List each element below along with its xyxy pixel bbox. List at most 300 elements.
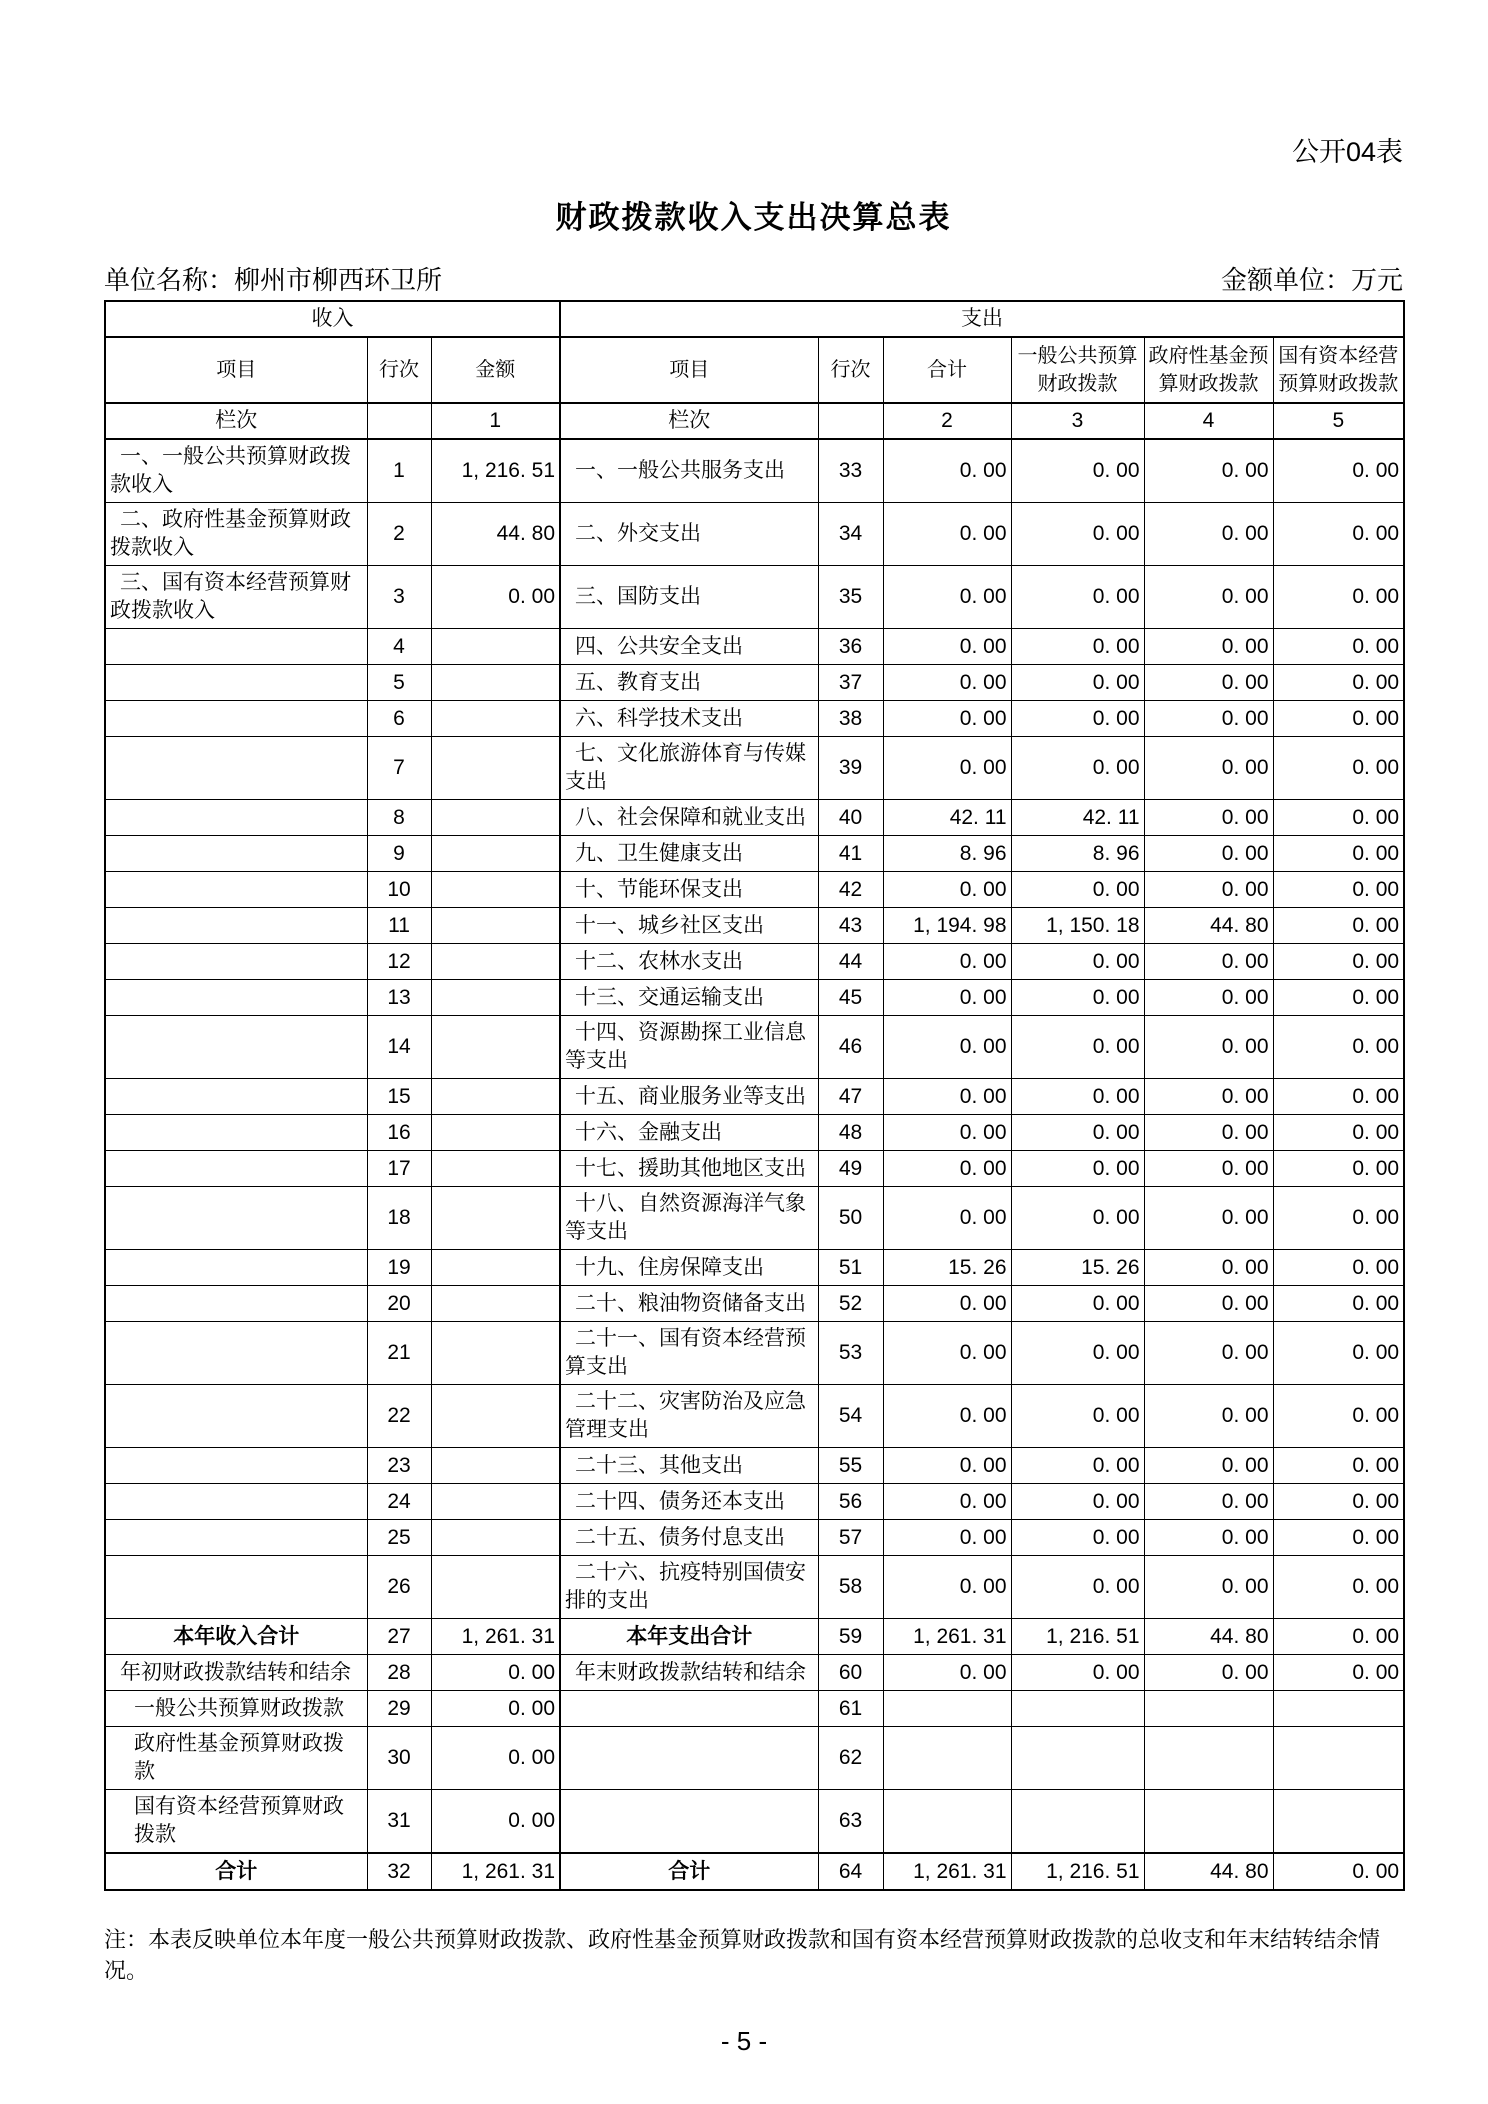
- expense-item-cell: 七、文化旅游体育与传媒支出: [560, 737, 818, 800]
- expense-line-no-cell: 48: [818, 1115, 883, 1151]
- expense-line-no-cell: 34: [818, 503, 883, 566]
- expense-general-budget-cell: 8. 96: [1011, 836, 1144, 872]
- expense-total-cell: 8. 96: [883, 836, 1011, 872]
- expense-line-no-cell: 43: [818, 908, 883, 944]
- expense-state-capital-cell: 0. 00: [1273, 665, 1404, 701]
- expense-item-cell: 十一、城乡社区支出: [560, 908, 818, 944]
- income-line-no-cell: 14: [367, 1016, 431, 1079]
- income-amount-cell: [431, 737, 560, 800]
- income-amount-cell: [431, 1484, 560, 1520]
- expense-line-no-cell: 63: [818, 1790, 883, 1854]
- expense-item-cell: 十九、住房保障支出: [560, 1250, 818, 1286]
- expense-general-budget-cell: 0. 00: [1011, 1187, 1144, 1250]
- expense-gov-fund-cell: 0. 00: [1144, 1250, 1273, 1286]
- table-row: [105, 1484, 1404, 1520]
- expense-general-budget-cell: 0. 00: [1011, 1079, 1144, 1115]
- income-item-cell: 二、政府性基金预算财政拨款收入: [105, 503, 367, 566]
- expense-total-cell: 0. 00: [883, 1187, 1011, 1250]
- expense-item-cell: 二十三、其他支出: [560, 1448, 818, 1484]
- expense-line-no-cell: 52: [818, 1286, 883, 1322]
- income-line-no-cell: 5: [367, 665, 431, 701]
- expense-gov-fund-cell: 0. 00: [1144, 1520, 1273, 1556]
- expense-line-no-cell: 33: [818, 439, 883, 503]
- income-line-no-header: 行次: [367, 337, 431, 403]
- expense-total-cell: 0. 00: [883, 1115, 1011, 1151]
- income-line-no-cell: 30: [367, 1727, 431, 1790]
- income-item-cell: [105, 1322, 367, 1385]
- income-item-cell: [105, 1556, 367, 1619]
- expense-total-cell: 0. 00: [883, 737, 1011, 800]
- expense-item-cell: 十五、商业服务业等支出: [560, 1079, 818, 1115]
- income-amount-cell: [431, 1322, 560, 1385]
- income-line-no-cell: 23: [367, 1448, 431, 1484]
- expense-line-no-cell: 57: [818, 1520, 883, 1556]
- income-amount-cell: [431, 872, 560, 908]
- income-item-cell: [105, 980, 367, 1016]
- income-line-no-cell: 15: [367, 1079, 431, 1115]
- expense-state-capital-cell: 0. 00: [1273, 872, 1404, 908]
- table-row: [105, 1322, 1404, 1385]
- expense-gov-fund-cell: 0. 00: [1144, 1556, 1273, 1619]
- income-line-no-cell: 10: [367, 872, 431, 908]
- expense-item-cell: 二十二、灾害防治及应急管理支出: [560, 1385, 818, 1448]
- expense-state-capital-cell: 0. 00: [1273, 1250, 1404, 1286]
- expense-state-capital-cell: 0. 00: [1273, 1853, 1404, 1890]
- table-row: [105, 665, 1404, 701]
- expense-general-budget-cell: 42. 11: [1011, 800, 1144, 836]
- column-index-row: [105, 403, 1404, 439]
- expense-total-cell: 0. 00: [883, 1448, 1011, 1484]
- expense-state-capital-cell: 0. 00: [1273, 1187, 1404, 1250]
- expense-general-budget-cell: 0. 00: [1011, 872, 1144, 908]
- page-title: 财政拨款收入支出决算总表: [555, 200, 952, 235]
- table-row: [105, 800, 1404, 836]
- expense-state-capital-cell: 0. 00: [1273, 1286, 1404, 1322]
- expense-general-budget-cell: 0. 00: [1011, 1151, 1144, 1187]
- expense-state-capital-cell: 0. 00: [1273, 800, 1404, 836]
- table-row: [105, 1385, 1404, 1448]
- expense-item-cell: 十八、自然资源海洋气象等支出: [560, 1187, 818, 1250]
- income-amount-cell: 0. 00: [431, 1691, 560, 1727]
- income-item-cell: [105, 908, 367, 944]
- expense-gov-fund-cell: 0. 00: [1144, 701, 1273, 737]
- income-item-cell: 国有资本经营预算财政拨款: [105, 1790, 367, 1854]
- expense-total-cell: 1, 261. 31: [883, 1853, 1011, 1890]
- income-amount-cell: 1, 261. 31: [431, 1619, 560, 1655]
- expense-line-no-cell: 36: [818, 629, 883, 665]
- expense-state-capital-cell: 0. 00: [1273, 1115, 1404, 1151]
- expense-item-cell: 十三、交通运输支出: [560, 980, 818, 1016]
- expense-gov-fund-cell: 44. 80: [1144, 908, 1273, 944]
- expense-general-budget-cell: 1, 150. 18: [1011, 908, 1144, 944]
- expense-gov-fund-cell: 0. 00: [1144, 566, 1273, 629]
- expense-gov-fund-cell: 44. 80: [1144, 1619, 1273, 1655]
- income-amount-cell: [431, 701, 560, 737]
- expense-total-cell: 0. 00: [883, 665, 1011, 701]
- income-item-cell: [105, 1484, 367, 1520]
- income-line-no-cell: 6: [367, 701, 431, 737]
- expense-total-cell: 15. 26: [883, 1250, 1011, 1286]
- expense-general-budget-cell: 0. 00: [1011, 629, 1144, 665]
- column-num-2: 2: [883, 403, 1011, 439]
- income-item-cell: [105, 629, 367, 665]
- income-line-no-cell: 25: [367, 1520, 431, 1556]
- income-amount-cell: [431, 980, 560, 1016]
- table-header: [105, 301, 1404, 439]
- expense-item-cell: 十七、援助其他地区支出: [560, 1151, 818, 1187]
- expense-total-cell: 42. 11: [883, 800, 1011, 836]
- expense-total-cell: 0. 00: [883, 1079, 1011, 1115]
- expense-line-no-cell: 58: [818, 1556, 883, 1619]
- expense-line-no-cell: 55: [818, 1448, 883, 1484]
- blank-cell: [367, 403, 431, 439]
- expense-state-capital-cell: 0. 00: [1273, 1385, 1404, 1448]
- expense-item-cell: 年末财政拨款结转和结余: [560, 1655, 818, 1691]
- expense-general-budget-cell: 0. 00: [1011, 566, 1144, 629]
- expense-total-cell: [883, 1691, 1011, 1727]
- expense-total-cell: 0. 00: [883, 872, 1011, 908]
- income-item-cell: [105, 836, 367, 872]
- income-amount-cell: 44. 80: [431, 503, 560, 566]
- expense-gov-fund-cell: [1144, 1727, 1273, 1790]
- income-item-cell: 三、国有资本经营预算财政拨款收入: [105, 566, 367, 629]
- expense-total-cell: 1, 194. 98: [883, 908, 1011, 944]
- income-item-cell: [105, 1448, 367, 1484]
- expense-state-capital-cell: 0. 00: [1273, 1448, 1404, 1484]
- expense-item-cell: [560, 1691, 818, 1727]
- expense-general-budget-cell: 1, 216. 51: [1011, 1853, 1144, 1890]
- table-row: [105, 908, 1404, 944]
- expense-general-budget-cell: [1011, 1727, 1144, 1790]
- expense-gov-fund-cell: 0. 00: [1144, 629, 1273, 665]
- expense-total-cell: 0. 00: [883, 1484, 1011, 1520]
- expense-general-budget-cell: 0. 00: [1011, 665, 1144, 701]
- income-amount-cell: [431, 665, 560, 701]
- expense-item-cell: 四、公共安全支出: [560, 629, 818, 665]
- expense-total-cell: 0. 00: [883, 1520, 1011, 1556]
- income-item-cell: 政府性基金预算财政拨款: [105, 1727, 367, 1790]
- expense-general-budget-cell: 0. 00: [1011, 1448, 1144, 1484]
- expense-general-budget-cell: 0. 00: [1011, 701, 1144, 737]
- table-row: [105, 1556, 1404, 1619]
- expense-item-cell: 二十六、抗疫特别国债安排的支出: [560, 1556, 818, 1619]
- amount-unit: 金额单位：万元: [1220, 265, 1403, 295]
- expense-line-no-cell: 35: [818, 566, 883, 629]
- table-body: [105, 439, 1404, 1890]
- income-amount-cell: [431, 1016, 560, 1079]
- income-amount-header: 金额: [431, 337, 560, 403]
- income-line-no-cell: 17: [367, 1151, 431, 1187]
- expense-item-cell: 二、外交支出: [560, 503, 818, 566]
- expense-total-cell: 0. 00: [883, 629, 1011, 665]
- expense-general-budget-cell: 0. 00: [1011, 737, 1144, 800]
- income-line-no-cell: 19: [367, 1250, 431, 1286]
- expense-gov-fund-cell: 0. 00: [1144, 737, 1273, 800]
- page-number: - 5 -: [720, 2026, 768, 2056]
- expense-gov-fund-cell: 0. 00: [1144, 1655, 1273, 1691]
- column-header-row: [105, 337, 1404, 403]
- expense-line-no-cell: 42: [818, 872, 883, 908]
- expense-general-budget-cell: 0. 00: [1011, 1286, 1144, 1322]
- income-line-no-cell: 16: [367, 1115, 431, 1151]
- expense-total-cell: 0. 00: [883, 566, 1011, 629]
- income-item-cell: [105, 1286, 367, 1322]
- income-amount-cell: [431, 800, 560, 836]
- expense-line-no-cell: 59: [818, 1619, 883, 1655]
- expense-state-capital-cell: 0. 00: [1273, 1655, 1404, 1691]
- income-item-cell: [105, 1115, 367, 1151]
- expense-gov-fund-cell: 0. 00: [1144, 1448, 1273, 1484]
- table-row: [105, 1727, 1404, 1790]
- table-row: [105, 701, 1404, 737]
- footnote: 注：本表反映单位本年度一般公共预算财政拨款、政府性基金预算财政拨款和国有资本经营预算财政拨款的总收支和年末结转结余情况。: [104, 1927, 1381, 1983]
- expense-state-capital-cell: 0. 00: [1273, 629, 1404, 665]
- income-line-no-cell: 29: [367, 1691, 431, 1727]
- expense-line-no-cell: 61: [818, 1691, 883, 1727]
- expense-state-capital-cell: [1273, 1727, 1404, 1790]
- expense-line-no-header: 行次: [818, 337, 883, 403]
- income-line-no-cell: 1: [367, 439, 431, 503]
- expense-line-no-cell: 51: [818, 1250, 883, 1286]
- expense-line-no-cell: 54: [818, 1385, 883, 1448]
- expense-general-budget-cell: 1, 216. 51: [1011, 1619, 1144, 1655]
- expense-line-no-cell: 50: [818, 1187, 883, 1250]
- income-item-cell: 一般公共预算财政拨款: [105, 1691, 367, 1727]
- expense-gov-fund-cell: 0. 00: [1144, 1385, 1273, 1448]
- income-item-cell: [105, 1385, 367, 1448]
- column-num-5: 5: [1273, 403, 1404, 439]
- income-item-cell: [105, 800, 367, 836]
- income-line-no-cell: 21: [367, 1322, 431, 1385]
- expense-state-capital-cell: 0. 00: [1273, 944, 1404, 980]
- income-line-no-cell: 9: [367, 836, 431, 872]
- income-item-cell: [105, 1079, 367, 1115]
- expense-state-capital-cell: 0. 00: [1273, 1484, 1404, 1520]
- table-row: [105, 1079, 1404, 1115]
- table-row: [105, 1187, 1404, 1250]
- state-capital-header: 国有资本经营预算财政拨款: [1273, 337, 1404, 403]
- income-line-no-cell: 22: [367, 1385, 431, 1448]
- expense-line-no-cell: 62: [818, 1727, 883, 1790]
- expense-state-capital-cell: 0. 00: [1273, 908, 1404, 944]
- expense-total-cell: 0. 00: [883, 1556, 1011, 1619]
- expense-state-capital-cell: [1273, 1790, 1404, 1854]
- expense-general-budget-cell: 0. 00: [1011, 503, 1144, 566]
- income-item-cell: [105, 701, 367, 737]
- expense-gov-fund-cell: 0. 00: [1144, 800, 1273, 836]
- table-row: [105, 980, 1404, 1016]
- expense-general-budget-cell: 0. 00: [1011, 1484, 1144, 1520]
- expense-line-no-cell: 47: [818, 1079, 883, 1115]
- expense-item-cell: 十、节能环保支出: [560, 872, 818, 908]
- expense-gov-fund-cell: 0. 00: [1144, 872, 1273, 908]
- expense-total-cell: 0. 00: [883, 701, 1011, 737]
- table-row: [105, 1853, 1404, 1890]
- final-accounts-table: [104, 300, 1405, 1891]
- expense-line-no-cell: 56: [818, 1484, 883, 1520]
- expense-total-cell: 1, 261. 31: [883, 1619, 1011, 1655]
- expense-gov-fund-cell: 0. 00: [1144, 665, 1273, 701]
- table-row: [105, 1691, 1404, 1727]
- expense-total-header: 合计: [883, 337, 1011, 403]
- income-amount-cell: [431, 1556, 560, 1619]
- expense-gov-fund-cell: 0. 00: [1144, 836, 1273, 872]
- income-amount-cell: 1, 261. 31: [431, 1853, 560, 1890]
- expense-total-cell: 0. 00: [883, 1151, 1011, 1187]
- expense-state-capital-cell: 0. 00: [1273, 701, 1404, 737]
- income-amount-cell: [431, 908, 560, 944]
- income-amount-cell: [431, 1079, 560, 1115]
- expense-item-cell: 十二、农林水支出: [560, 944, 818, 980]
- income-line-no-cell: 13: [367, 980, 431, 1016]
- income-item-cell: [105, 944, 367, 980]
- expense-state-capital-cell: 0. 00: [1273, 1619, 1404, 1655]
- expense-gov-fund-cell: 0. 00: [1144, 944, 1273, 980]
- table-wrapper: [104, 300, 1405, 1891]
- expense-state-capital-cell: 0. 00: [1273, 1520, 1404, 1556]
- expense-column-index-label: 栏次: [560, 403, 818, 439]
- expense-total-cell: 0. 00: [883, 439, 1011, 503]
- expense-state-capital-cell: 0. 00: [1273, 1322, 1404, 1385]
- income-item-cell: 合计: [105, 1853, 367, 1890]
- expense-gov-fund-cell: 0. 00: [1144, 1016, 1273, 1079]
- expense-line-no-cell: 45: [818, 980, 883, 1016]
- expense-item-cell: 二十四、债务还本支出: [560, 1484, 818, 1520]
- expense-gov-fund-cell: 0. 00: [1144, 1286, 1273, 1322]
- expense-total-cell: 0. 00: [883, 1016, 1011, 1079]
- table-row: [105, 872, 1404, 908]
- expense-item-cell: 二十、粮油物资储备支出: [560, 1286, 818, 1322]
- expense-state-capital-cell: 0. 00: [1273, 566, 1404, 629]
- income-item-cell: [105, 1520, 367, 1556]
- income-line-no-cell: 26: [367, 1556, 431, 1619]
- income-line-no-cell: 18: [367, 1187, 431, 1250]
- income-amount-cell: [431, 629, 560, 665]
- expense-total-cell: 0. 00: [883, 503, 1011, 566]
- table-row: [105, 629, 1404, 665]
- expense-line-no-cell: 60: [818, 1655, 883, 1691]
- income-item-cell: [105, 737, 367, 800]
- expense-item-cell: 十六、金融支出: [560, 1115, 818, 1151]
- table-row: [105, 1520, 1404, 1556]
- expense-state-capital-cell: [1273, 1691, 1404, 1727]
- expense-section-header: 支出: [560, 301, 1404, 337]
- income-line-no-cell: 4: [367, 629, 431, 665]
- expense-gov-fund-cell: 0. 00: [1144, 1322, 1273, 1385]
- expense-general-budget-cell: [1011, 1691, 1144, 1727]
- expense-line-no-cell: 46: [818, 1016, 883, 1079]
- table-row: [105, 503, 1404, 566]
- expense-state-capital-cell: 0. 00: [1273, 1556, 1404, 1619]
- income-item-cell: 年初财政拨款结转和结余: [105, 1655, 367, 1691]
- expense-total-cell: 0. 00: [883, 944, 1011, 980]
- table-row: [105, 944, 1404, 980]
- expense-item-header: 项目: [560, 337, 818, 403]
- income-item-cell: [105, 1250, 367, 1286]
- income-item-cell: [105, 872, 367, 908]
- expense-state-capital-cell: 0. 00: [1273, 836, 1404, 872]
- expense-general-budget-cell: 0. 00: [1011, 1655, 1144, 1691]
- table-row: [105, 1016, 1404, 1079]
- expense-total-cell: 0. 00: [883, 1385, 1011, 1448]
- expense-gov-fund-cell: 0. 00: [1144, 1079, 1273, 1115]
- table-row: [105, 1619, 1404, 1655]
- table-row: [105, 1655, 1404, 1691]
- expense-state-capital-cell: 0. 00: [1273, 1079, 1404, 1115]
- income-line-no-cell: 7: [367, 737, 431, 800]
- income-amount-cell: [431, 1520, 560, 1556]
- income-amount-cell: [431, 944, 560, 980]
- expense-state-capital-cell: 0. 00: [1273, 503, 1404, 566]
- expense-item-cell: 本年支出合计: [560, 1619, 818, 1655]
- income-amount-cell: 0. 00: [431, 566, 560, 629]
- expense-item-cell: 八、社会保障和就业支出: [560, 800, 818, 836]
- table-row: [105, 836, 1404, 872]
- expense-general-budget-cell: 15. 26: [1011, 1250, 1144, 1286]
- section-header-row: [105, 301, 1404, 337]
- expense-gov-fund-cell: [1144, 1790, 1273, 1854]
- expense-line-no-cell: 37: [818, 665, 883, 701]
- table-row: [105, 1286, 1404, 1322]
- income-line-no-cell: 11: [367, 908, 431, 944]
- expense-gov-fund-cell: 0. 00: [1144, 1115, 1273, 1151]
- expense-item-cell: 合计: [560, 1853, 818, 1890]
- expense-line-no-cell: 40: [818, 800, 883, 836]
- expense-item-cell: 十四、资源勘探工业信息等支出: [560, 1016, 818, 1079]
- income-item-cell: 一、一般公共预算财政拨款收入: [105, 439, 367, 503]
- expense-item-cell: 二十一、国有资本经营预算支出: [560, 1322, 818, 1385]
- expense-general-budget-cell: 0. 00: [1011, 1520, 1144, 1556]
- expense-line-no-cell: 38: [818, 701, 883, 737]
- blank-cell: [818, 403, 883, 439]
- expense-state-capital-cell: 0. 00: [1273, 980, 1404, 1016]
- income-amount-cell: 0. 00: [431, 1655, 560, 1691]
- general-budget-header: 一般公共预算财政拨款: [1011, 337, 1144, 403]
- income-item-header: 项目: [105, 337, 367, 403]
- income-line-no-cell: 3: [367, 566, 431, 629]
- table-row: [105, 439, 1404, 503]
- expense-total-cell: 0. 00: [883, 1322, 1011, 1385]
- income-item-cell: 本年收入合计: [105, 1619, 367, 1655]
- expense-state-capital-cell: 0. 00: [1273, 439, 1404, 503]
- expense-gov-fund-cell: 0. 00: [1144, 439, 1273, 503]
- income-amount-cell: [431, 1187, 560, 1250]
- expense-general-budget-cell: [1011, 1790, 1144, 1854]
- table-row: [105, 1448, 1404, 1484]
- expense-general-budget-cell: 0. 00: [1011, 980, 1144, 1016]
- expense-line-no-cell: 39: [818, 737, 883, 800]
- income-line-no-cell: 8: [367, 800, 431, 836]
- expense-gov-fund-cell: 0. 00: [1144, 1151, 1273, 1187]
- income-amount-cell: [431, 1115, 560, 1151]
- table-row: [105, 737, 1404, 800]
- expense-general-budget-cell: 0. 00: [1011, 1322, 1144, 1385]
- expense-item-cell: 二十五、债务付息支出: [560, 1520, 818, 1556]
- table-row: [105, 1790, 1404, 1854]
- income-amount-cell: 0. 00: [431, 1727, 560, 1790]
- income-item-cell: [105, 1016, 367, 1079]
- income-amount-cell: 0. 00: [431, 1790, 560, 1854]
- sheet-label: 公开04表: [1291, 137, 1403, 167]
- expense-general-budget-cell: 0. 00: [1011, 944, 1144, 980]
- expense-item-cell: 五、教育支出: [560, 665, 818, 701]
- expense-general-budget-cell: 0. 00: [1011, 1115, 1144, 1151]
- income-item-cell: [105, 665, 367, 701]
- table-row: [105, 1115, 1404, 1151]
- gov-fund-header: 政府性基金预算财政拨款: [1144, 337, 1273, 403]
- expense-gov-fund-cell: [1144, 1691, 1273, 1727]
- expense-general-budget-cell: 0. 00: [1011, 1385, 1144, 1448]
